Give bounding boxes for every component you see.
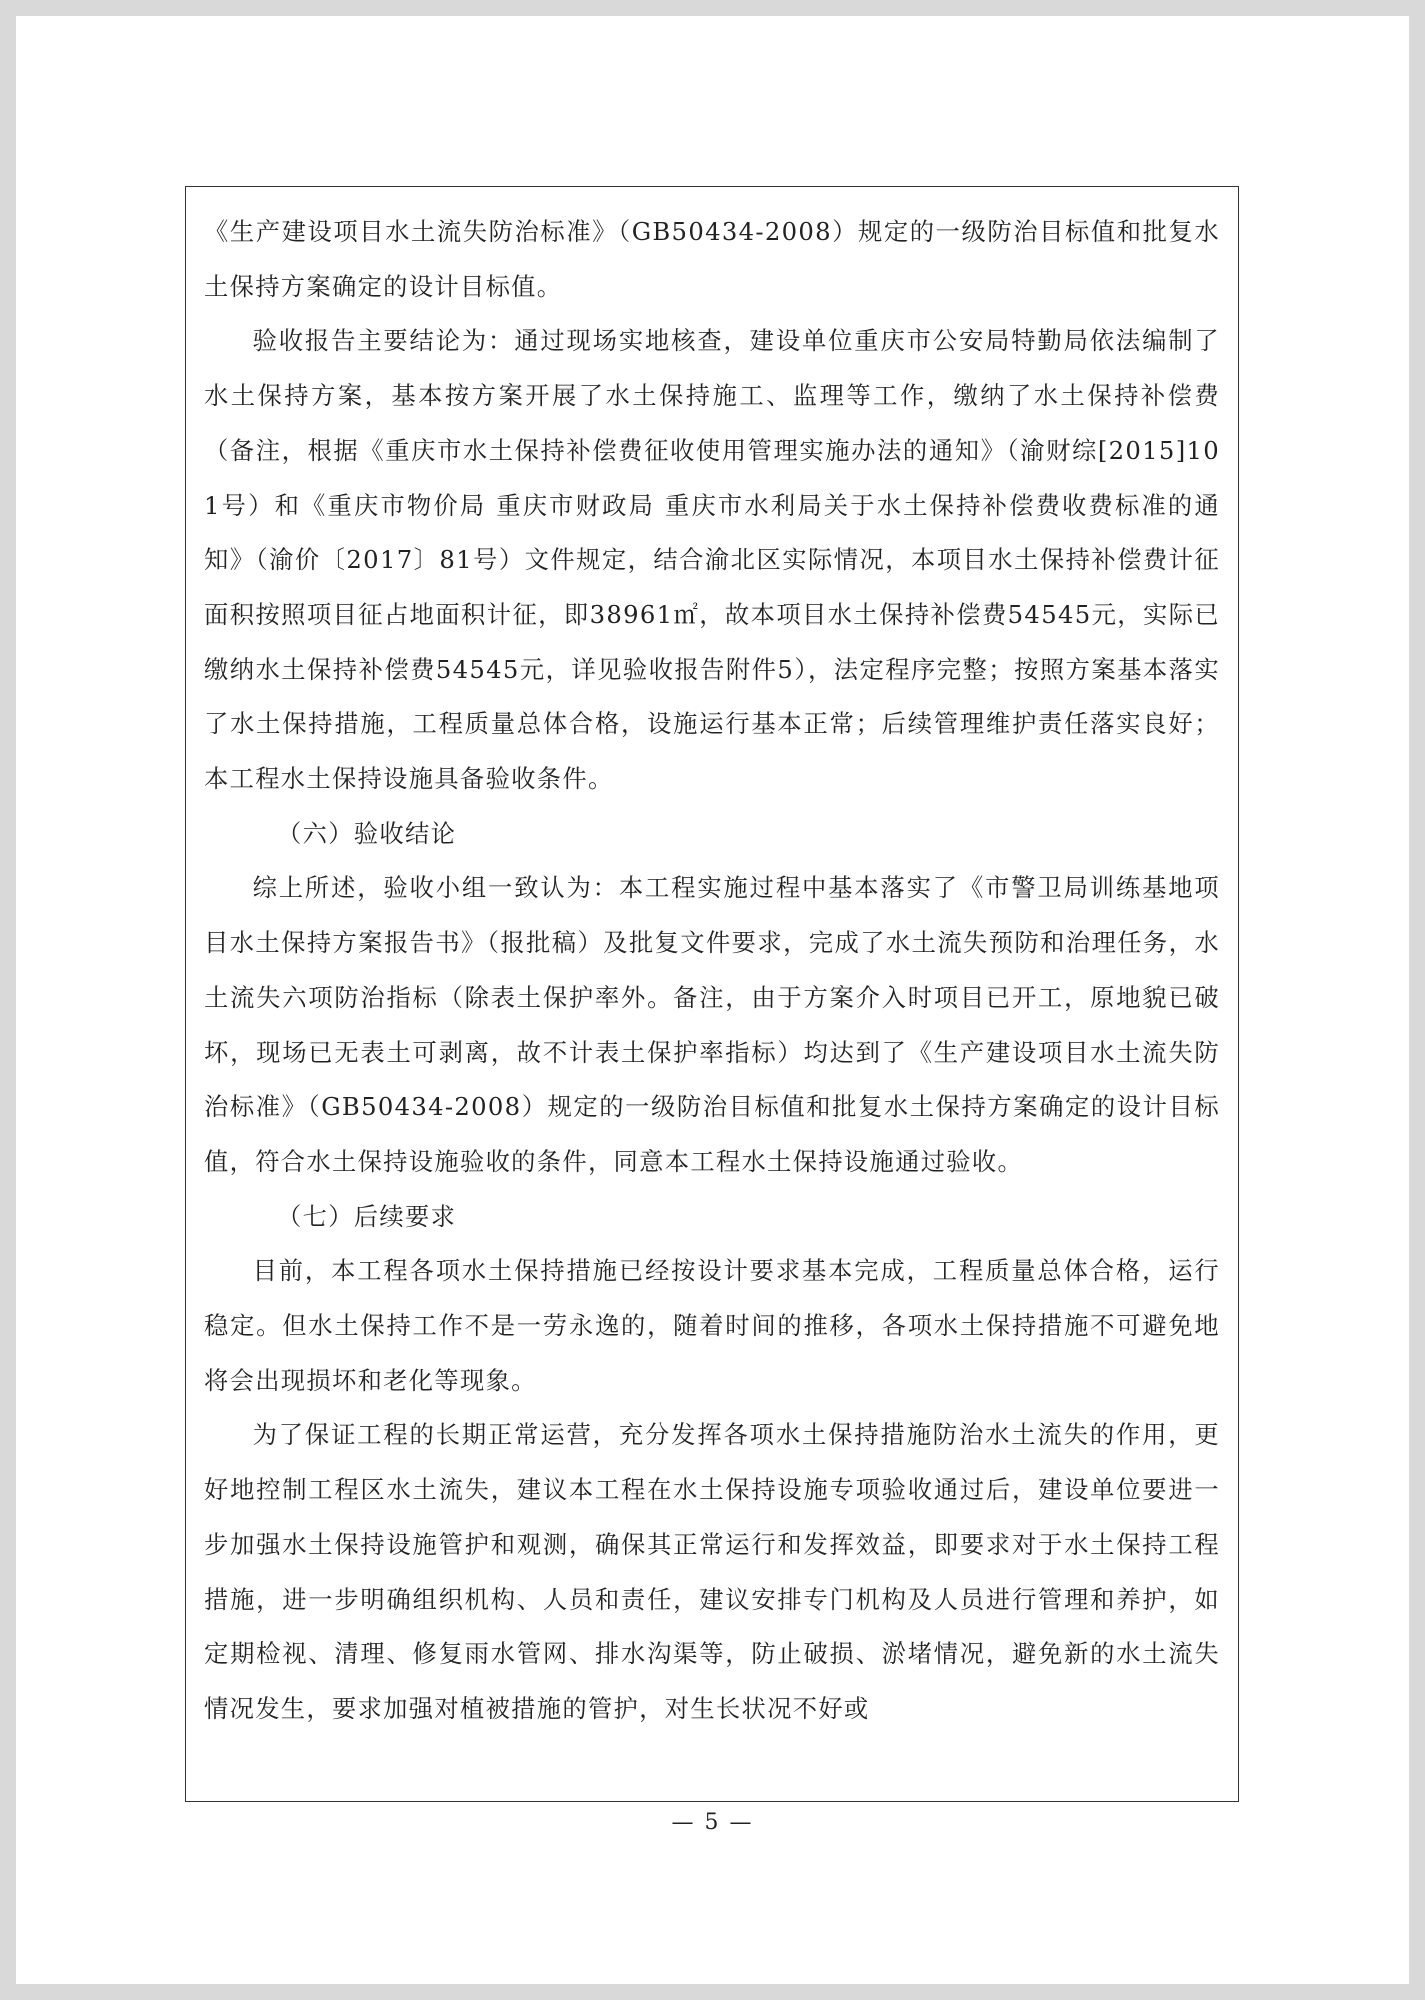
heading-follow-up-requirements: （七）后续要求: [277, 1201, 457, 1231]
paragraph-acceptance-report-conclusion: 验收报告主要结论为：通过现场实地核查，建设单位重庆市公安局特勤局依法编制了水土保持方案，基本按方案开展了水土保持施工、监理等工作，缴纳了水土保持补偿费（备注，根据《重庆市水土保持补偿费征收使用管理实施办法的通知》（渝财综[2015]101号）和《重庆市物价局 重庆市财政局 重庆市水利局关于水土保持补偿费收费标准的通知》（渝价〔2017〕81号）文件规定，结合渝北区实际情况，本项目水土保持补偿费计征面积按照项目征占地面积计征，即38961㎡，故本项目水土保持补偿费54545元，实际已缴纳水土保持补偿费54545元，详见验收报告附件5），法定程序完整；按照方案基本落实了水土保持措施，工程质量总体合格，设施运行基本正常；后续管理维护责任落实良好；本工程水土保持设施具备验收条件。: [204, 326, 1220, 794]
paragraph-standard-reference: 《生产建设项目水土流失防治标准》（GB50434-2008）规定的一级防治目标值和批复水土保持方案确定的设计目标值。: [204, 217, 1220, 301]
heading-acceptance-conclusion: （六）验收结论: [277, 818, 457, 848]
content-frame: [185, 186, 1239, 1802]
page-sheet: [16, 16, 1409, 1984]
paragraph-acceptance-summary: 综上所述，验收小组一致认为：本工程实施过程中基本落实了《市警卫局训练基地项目水土保持方案报告书》（报批稿）及批复文件要求，完成了水土流失预防和治理任务，水土流失六项防治指标（除表土保护率外。备注，由于方案介入时项目已开工，原地貌已破坏，现场已无表土可剥离，故不计表土保护率指标）均达到了《生产建设项目水土流失防治标准》（GB50434-2008）规定的一级防治目标值和批复水土保持方案确定的设计目标值，符合水土保持设施验收的条件，同意本工程水土保持设施通过验收。: [204, 873, 1220, 1176]
paragraph-current-status: 目前，本工程各项水土保持措施已经按设计要求基本完成，工程质量总体合格，运行稳定。但水土保持工作不是一劳永逸的，随着时间的推移，各项水土保持措施不可避免地将会出现损坏和老化等现象。: [204, 1256, 1220, 1395]
paragraph-maintenance-recommendations: 为了保证工程的长期正常运营，充分发挥各项水土保持措施防治水土流失的作用，更好地控制工程区水土流失，建议本工程在水土保持设施专项验收通过后，建设单位要进一步加强水土保持设施管护和观测，确保其正常运行和发挥效益，即要求对于水土保持工程措施，进一步明确组织机构、人员和责任，建议安排专门机构及人员进行管理和养护，如定期检视、清理、修复雨水管网、排水沟渠等，防止破损、淤堵情况，避免新的水土流失情况发生，要求加强对植被措施的管护，对生长状况不好或: [204, 1420, 1220, 1723]
page-number: — 5 —: [671, 1810, 754, 1835]
